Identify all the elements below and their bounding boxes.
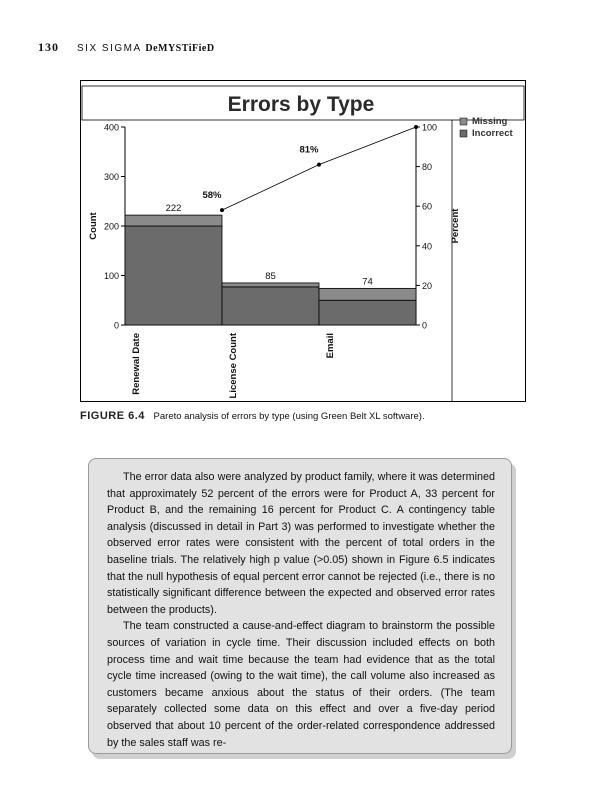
y-tick-label: 400 xyxy=(103,122,119,133)
bar-incorrect xyxy=(125,226,222,325)
bar-incorrect xyxy=(319,300,416,325)
cumulative-point xyxy=(220,208,224,212)
bar-total-label: 85 xyxy=(265,270,276,282)
figure-label: FIGURE 6.4 xyxy=(80,410,145,422)
bar-missing xyxy=(222,283,319,287)
cumulative-point xyxy=(414,125,418,129)
y-tick-label: 300 xyxy=(103,172,119,182)
cumulative-label: 81% xyxy=(299,144,319,156)
page-number: 130 xyxy=(38,40,59,54)
legend-label: Incorrect xyxy=(472,128,513,139)
body-paragraph-2: The team constructed a cause-and-effect diagram to brainstorm the possible sources of variation in cycle time. Their discussion included effects on both process time and wait time because the team had evidence that as the total cycle time increased (owing to the wait time), the call volume also increased as customers became anxious about the status of their orders. (The team separately collected some data on this effect and over a five-day period observed that about 10 percent of the order-related correspondence addressed by the sales staff was re- xyxy=(107,620,495,749)
bar-total-label: 74 xyxy=(362,276,373,288)
figure-caption-text: Pareto analysis of errors by type (using Green Belt XL software). xyxy=(153,411,425,422)
y2-tick-label: 80 xyxy=(422,162,433,173)
bar-missing xyxy=(125,215,222,226)
legend-swatch xyxy=(460,130,467,137)
book-title: SIX SIGMA DeMYSTiFieD xyxy=(77,43,215,54)
legend-label: Missing xyxy=(472,116,508,127)
bar-missing xyxy=(319,288,416,300)
chart-title: Errors by Type xyxy=(227,93,375,116)
body-paragraph-1: The error data also were analyzed by product family, where it was determined that approximately 52 percent of the errors were for Product A, 33 percent for Product B, and the remaining 16 percent for Product C. A contingency table analysis (discussed in detail in Part 3) was performed to investigate whether the observed error rates were consistent with the percent of total orders in the baseline trials. The relatively high p value (>0.05) shown in Figure 6.5 indicates that the null hypothesis of equal percent error cannot be rejected (i.e., there is no statistically significant difference between the expected and observed error rates between the products). xyxy=(107,471,495,616)
bar-total-label: 222 xyxy=(165,203,182,215)
y2-tick-label: 60 xyxy=(422,201,433,212)
running-header xyxy=(38,40,215,55)
cumulative-label: 58% xyxy=(202,190,222,202)
body-text-box xyxy=(88,458,512,754)
y-tick-label: 100 xyxy=(103,271,119,281)
category-label: Renewal Date xyxy=(131,333,142,395)
y2-axis-title: Percent xyxy=(450,208,461,244)
y-tick-label: 0 xyxy=(113,320,119,331)
y-axis-title: Count xyxy=(88,212,99,240)
y2-tick-label: 100 xyxy=(422,122,438,133)
y2-tick-label: 0 xyxy=(422,320,428,331)
y2-tick-label: 40 xyxy=(422,241,433,252)
category-label: Email xyxy=(325,333,336,359)
bar-incorrect xyxy=(222,287,319,325)
y-tick-label: 200 xyxy=(103,221,119,232)
pareto-chart xyxy=(80,80,526,402)
y2-tick-label: 20 xyxy=(422,280,433,291)
category-label: License Count xyxy=(228,333,239,399)
legend-swatch xyxy=(460,118,467,125)
figure-caption xyxy=(80,410,425,422)
cumulative-point xyxy=(317,163,321,167)
